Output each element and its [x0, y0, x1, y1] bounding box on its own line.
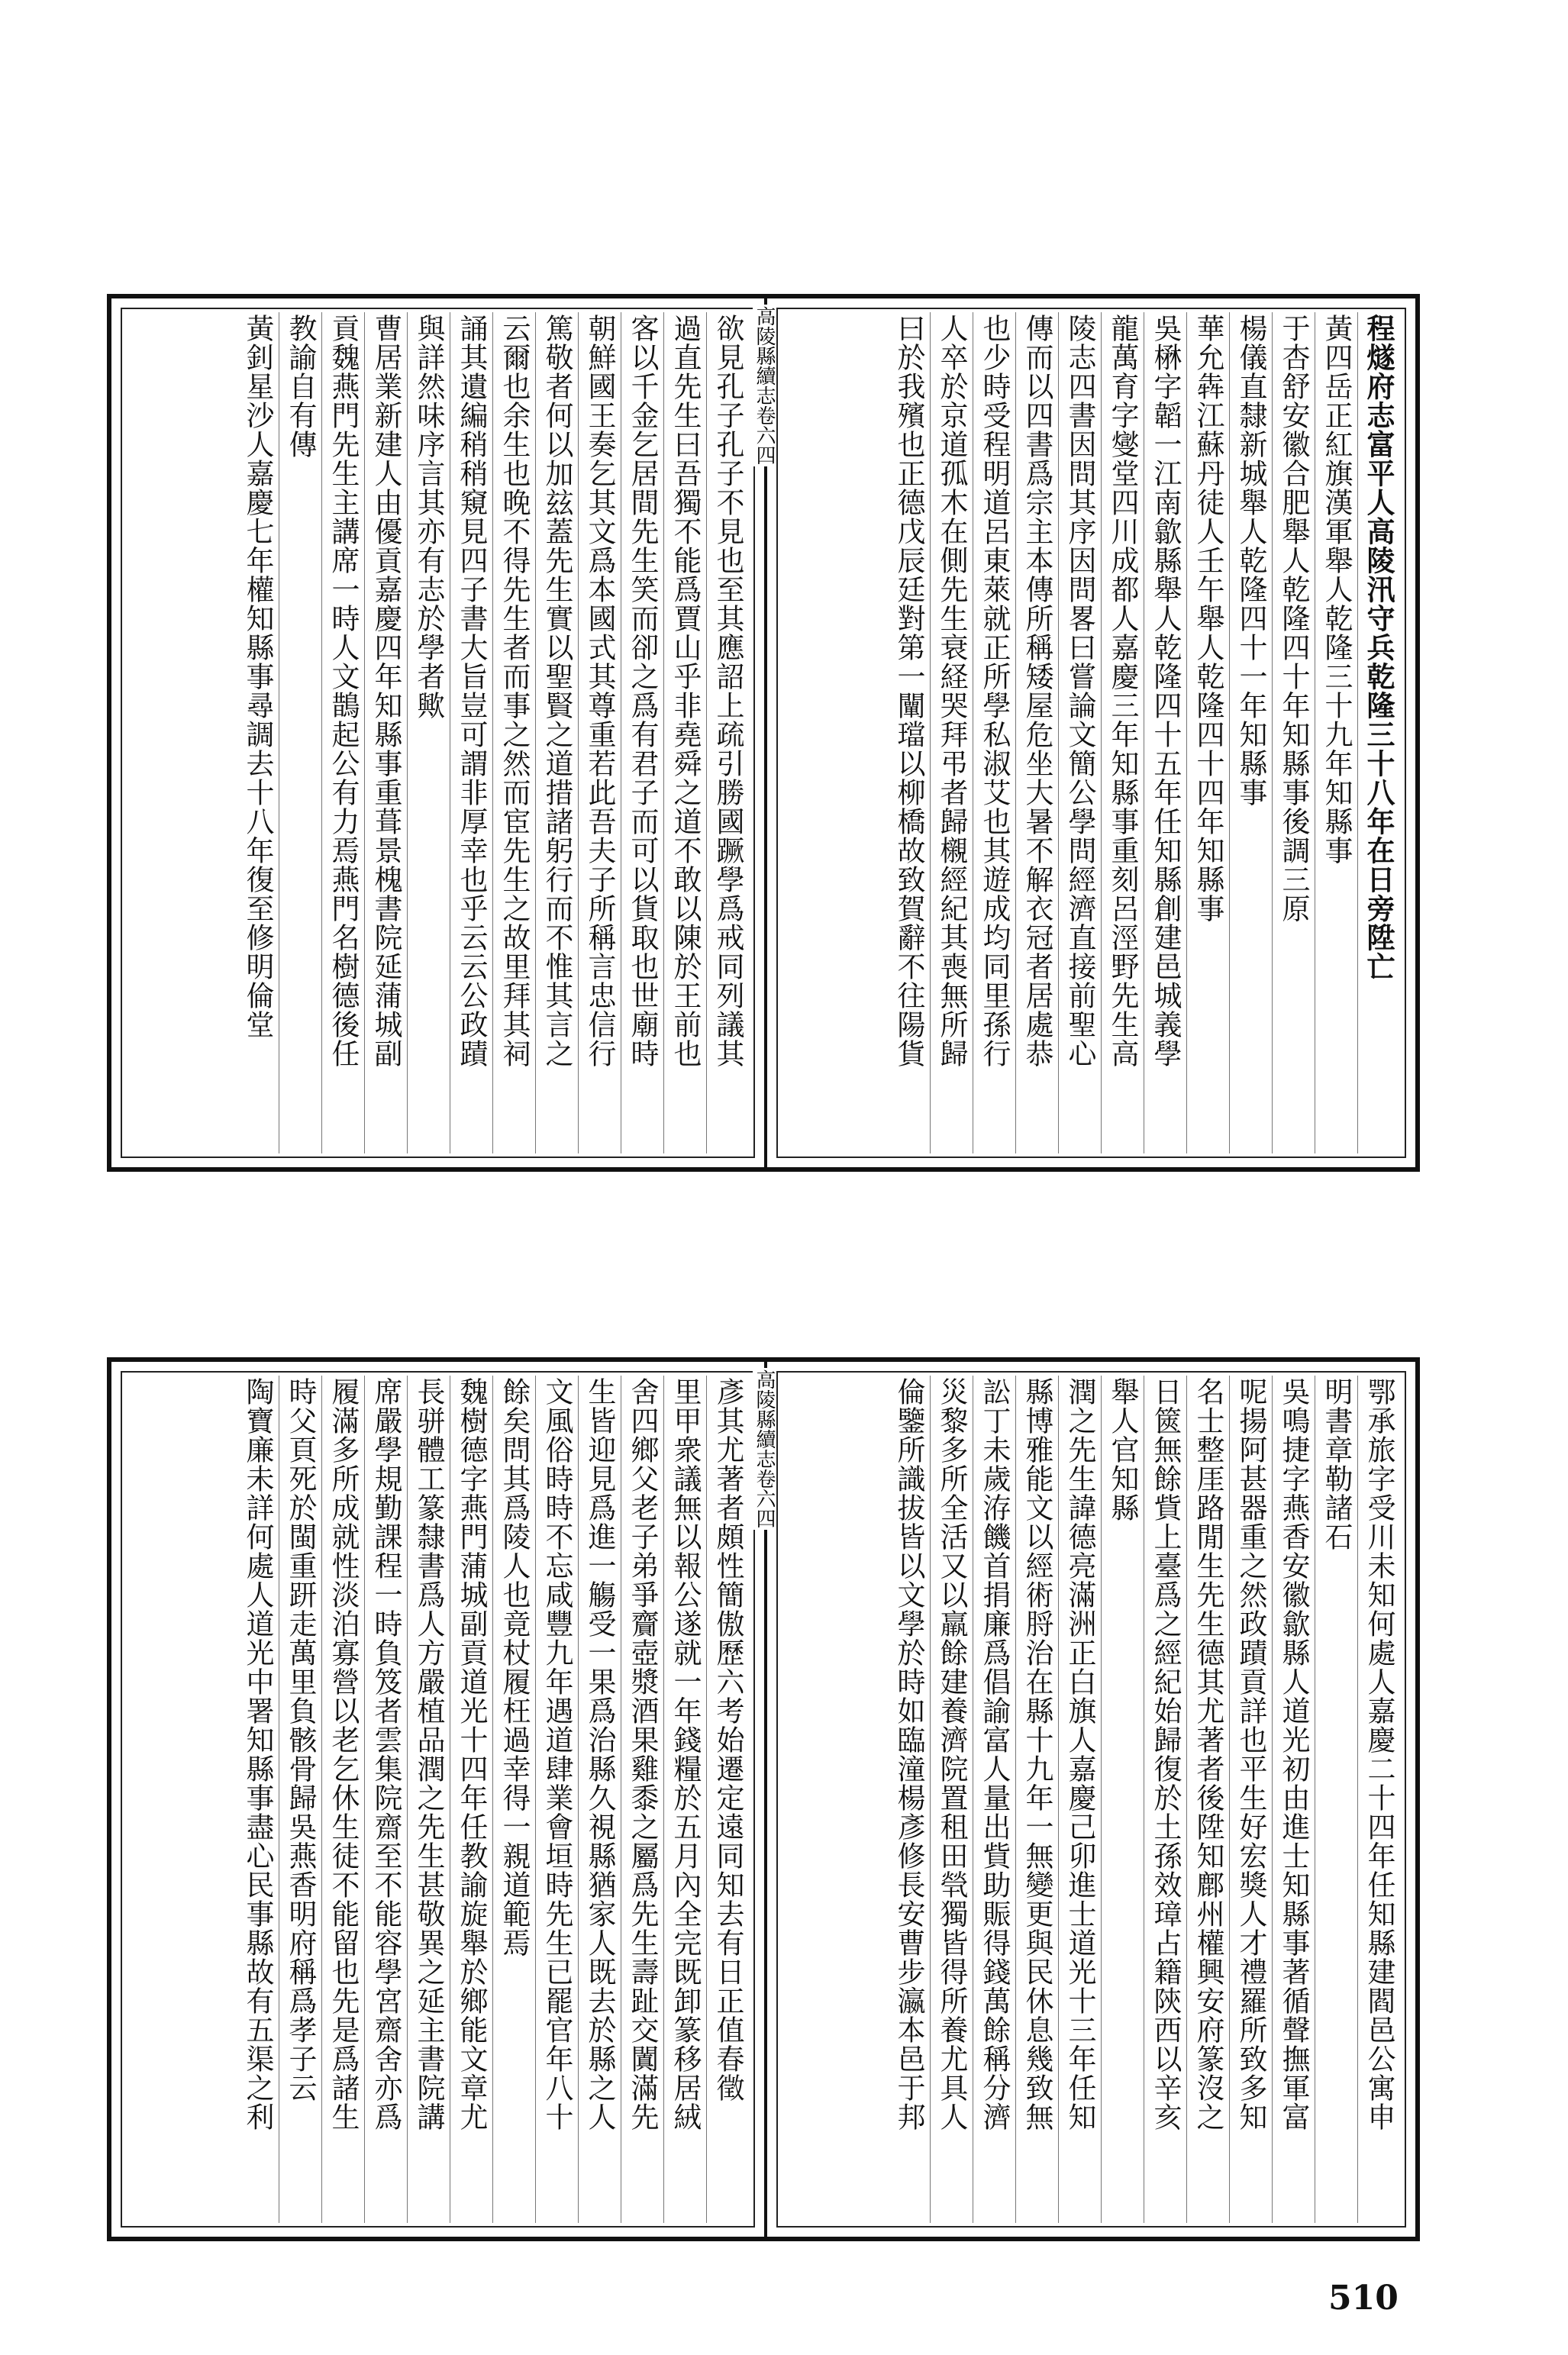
text-column: 日篋無餘貲上臺爲之經紀始歸復於土孫效璋占籍陝西以辛亥	[1144, 1376, 1186, 2223]
text-column: 彥其尤著者頗性簡傲歷六考始遷定遠同知去有日正值春徵	[706, 1376, 749, 2223]
top-page-leaf	[107, 294, 1420, 1172]
text-column: 時父頁死於閩重趼走萬里負骸骨歸吳燕香明府稱爲孝子云	[279, 1376, 321, 2223]
text-column: 楊儀直隸新城舉人乾隆四十一年知縣事	[1229, 312, 1272, 1153]
bottom-right-half	[764, 1362, 1415, 2237]
text-column: 吳楙字韜一江南歙縣舉人乾隆四十五年任知縣創建邑城義學	[1144, 312, 1186, 1153]
top-left-text-columns	[127, 312, 749, 1153]
text-column: 誦其遺編稍稍窺見四子書大旨豈可謂非厚幸也乎云云公政蹟	[450, 312, 492, 1153]
text-column: 也少時受程明道呂東萊就正所學私淑艾也其遊成均同里孫行	[973, 312, 1015, 1153]
text-column: 陵志四書因問其序因問畧曰嘗論文簡公學問經濟直接前聖心	[1058, 312, 1101, 1153]
text-column: 訟丁未歲洊饑首捐廉爲倡諭富人量出貲助賑得錢萬餘稱分濟	[973, 1376, 1015, 2223]
top-right-text-columns	[782, 312, 1400, 1153]
text-column: 黃釗星沙人嘉慶七年權知縣事尋調去十八年復至修明倫堂	[241, 314, 274, 1039]
text-column: 長骈體工篆隸書爲人方嚴植品潤之先生甚敬異之延主書院講	[407, 1376, 450, 2223]
text-column: 人卒於京道孤木在側先生衰経哭拜弔者歸櫬經紀其喪無所歸	[930, 312, 973, 1153]
text-column: 與詳然味序言其亦有志於學者歟	[407, 312, 450, 1153]
text-column: 龍萬育字燮堂四川成都人嘉慶三年知縣事重刻呂涇野先生高	[1101, 312, 1144, 1153]
bottom-right-text-columns	[782, 1376, 1400, 2223]
text-column: 倫鑒所識拔皆以文學於時如臨潼楊彥修長安曹步瀛本邑于邦	[892, 1377, 925, 2131]
text-column: 曰於我殯也正德戊辰廷對第一闡璫以柳橋故致賀辭不往陽貨	[892, 314, 925, 1068]
bottom-left-half	[111, 1362, 764, 2237]
text-column: 潤之先生諱德亮滿洲正白旗人嘉慶己卯進士道光十三年任知	[1058, 1376, 1101, 2223]
top-left-half	[111, 298, 764, 1167]
text-column: 餘矣問其爲陵人也竟杖履枉過幸得一親道範焉	[492, 1376, 535, 2223]
text-column: 程燧府志富平人高陵汛守兵乾隆三十八年在日旁陞亡	[1357, 312, 1400, 1153]
text-column: 云爾也余生也晚不得先生者而事之然而宦先生之故里拜其祠	[492, 312, 535, 1153]
text-column: 客以千金乞居間先生笑而卻之爲有君子而可以貨取也世廟時	[621, 312, 663, 1153]
text-column: 縣博雅能文以經術脟治在縣十九年一無變更與民休息幾致無	[1015, 1376, 1058, 2223]
text-column: 鄂承旅字受川未知何處人嘉慶二十四年任知縣建閻邑公寓申	[1357, 1376, 1400, 2223]
text-column: 舉人官知縣	[1101, 1376, 1144, 2223]
text-column: 履滿多所成就性淡泊寡營以老乞休生徒不能留也先是爲諸生	[321, 1376, 364, 2223]
text-column: 傳而以四書爲宗主本傳所稱矮屋危坐大暑不解衣冠者居處恭	[1015, 312, 1058, 1153]
text-column: 明書章勒諸石	[1315, 1376, 1357, 2223]
text-column: 篤敬者何以加玆蓋先生實以聖賢之道措諸躬行而不惟其言之	[535, 312, 578, 1153]
text-column: 舍四鄉父老子弟爭齎壺漿酒果雞黍之屬爲先生壽趾交闐滿先	[621, 1376, 663, 2223]
text-column: 席嚴學規勤課程一時負笈者雲集院齋至不能容學宮齋舍亦爲	[364, 1376, 407, 2223]
text-column: 吳鳴捷字燕香安徽歙縣人道光初由進士知縣事著循聲撫軍富	[1272, 1376, 1315, 2223]
text-column: 貢魏燕門先生主講席一時人文鵲起公有力焉燕門名樹德後任	[321, 312, 364, 1153]
text-column: 災黎多所全活又以羸餘建養濟院置租田煢獨皆得所養尤具人	[930, 1376, 973, 2223]
text-column: 黃四岳正紅旗漢軍舉人乾隆三十九年知縣事	[1315, 312, 1357, 1153]
text-column: 于杏舒安徽合肥舉人乾隆四十年知縣事後調三原	[1272, 312, 1315, 1153]
bottom-left-text-columns	[127, 1376, 749, 2223]
top-right-half	[764, 298, 1415, 1167]
text-column: 教諭自有傳	[279, 312, 321, 1153]
text-column: 曹居業新建人由優貢嘉慶四年知縣事重葺景槐書院延蒲城副	[364, 312, 407, 1153]
bottom-page-leaf	[107, 1357, 1420, 2241]
text-column: 過直先生曰吾獨不能爲賈山乎非堯舜之道不敢以陳於王前也	[663, 312, 706, 1153]
text-column: 呢揚阿甚器重之然政蹟貢詳也平生好宏獎人才禮羅所致多知	[1229, 1376, 1272, 2223]
text-column: 生皆迎見爲進一觴受一果爲治縣久視縣猶家人既去於縣之人	[578, 1376, 621, 2223]
text-column: 朝鮮國王奏乞其文爲本國式其尊重若此吾夫子所稱言忠信行	[578, 312, 621, 1153]
text-column: 陶寶廉未詳何處人道光中署知縣事盡心民事縣故有五渠之利	[241, 1377, 274, 2131]
text-column: 文風俗時時不忘咸豐九年遇道肆業會垣時先生已罷官年八十	[535, 1376, 578, 2223]
page-number: 510	[1328, 2279, 1399, 2318]
text-column: 華允犇江蘇丹徒人壬午舉人乾隆四十四年知縣事	[1186, 312, 1229, 1153]
text-column: 名士整厓路閒生先生德其尤著者後陞知鄜州權興安府篆沒之	[1186, 1376, 1229, 2223]
fold-header-label: 高陵縣續志卷六四	[753, 1369, 776, 1528]
text-column: 魏樹德字燕門蒲城副貢道光十四年任教諭旋舉於鄉能文章尤	[450, 1376, 492, 2223]
text-column: 里甲衆議無以報公遂就一年錢糧於五月內全完既卸篆移居絨	[663, 1376, 706, 2223]
fold-header-label: 高陵縣續志卷六四	[753, 306, 776, 465]
text-column: 欲見孔子孔子不見也至其應詔上疏引勝國蹶學爲戒同列議其	[706, 312, 749, 1153]
